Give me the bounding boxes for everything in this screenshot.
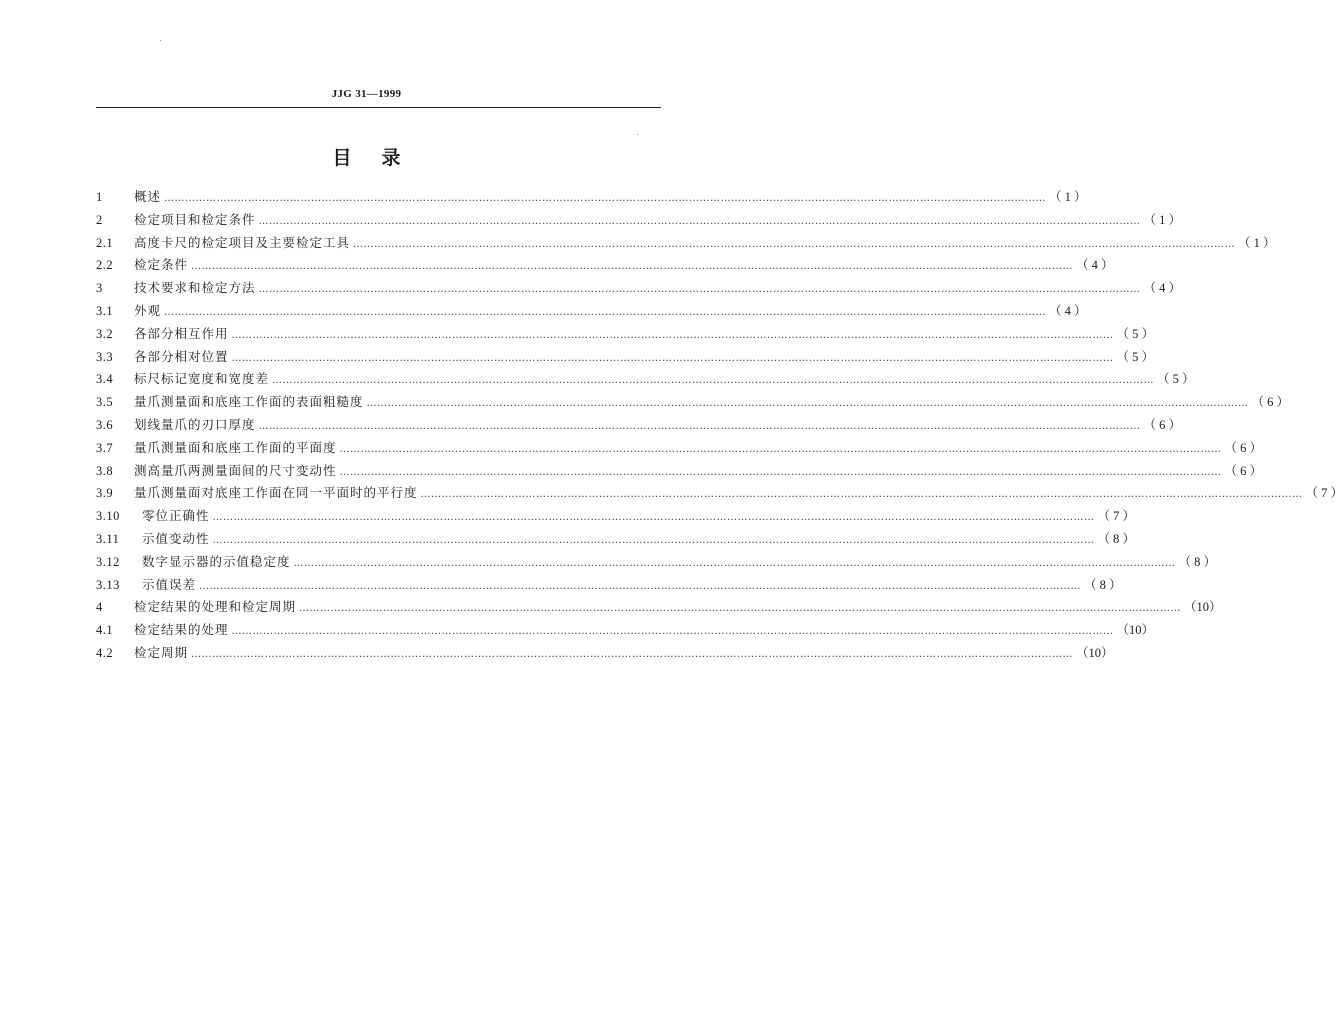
toc-entry (96, 346, 1155, 369)
toc-entry-number: 1 (96, 190, 103, 204)
toc-entry-number: 3.7 (96, 440, 114, 455)
toc-entry-label: 量爪测量面对底座工作面在同一平面时的平行度 (134, 485, 418, 501)
toc-entry-page: （ 5 ） (1116, 349, 1155, 364)
toc-leader-dots (272, 370, 1154, 393)
toc-entry (96, 300, 1087, 323)
toc-entry (96, 574, 1122, 597)
toc-entry-number: 3.11 (96, 531, 120, 546)
toc-leader-dots (213, 507, 1095, 530)
toc-entry-label: 检定周期 (134, 644, 189, 660)
toc-leader-dots (340, 439, 1222, 462)
toc-entry (96, 209, 1182, 232)
toc-entry (96, 391, 1290, 414)
toc-leader-dots (259, 279, 1141, 302)
toc-entry-label: 外观 (134, 302, 162, 318)
toc-leader-dots (259, 211, 1141, 234)
toc-leader-dots (421, 484, 1303, 507)
toc-entry-label: 高度卡尺的检定项目及主要检定工具 (134, 234, 351, 250)
toc-entry (96, 414, 1182, 437)
toc-leader-dots (232, 348, 1114, 371)
toc-entry-page: （ 4 ） (1076, 258, 1114, 273)
toc-entry (96, 596, 1222, 619)
toc-entry (96, 186, 1087, 209)
toc-leader-dots (232, 621, 1114, 644)
standard-code: JJG 31—1999 (331, 88, 402, 100)
toc-entry-page: （ 1 ） (1143, 212, 1182, 227)
page-title: 目录 (332, 147, 431, 169)
toc-entry (96, 368, 1195, 391)
toc-entry (96, 642, 1114, 665)
toc-entry-label: 概述 (134, 189, 162, 204)
toc-entry-label: 数字显示器的示值稳定度 (142, 553, 291, 569)
toc-entry-number: 2 (96, 212, 103, 227)
toc-entry-number: 3.1 (96, 303, 114, 318)
toc-leader-dots (191, 256, 1073, 279)
toc-leader-dots (259, 416, 1141, 439)
toc-leader-dots (294, 553, 1176, 576)
toc-leader-dots (340, 462, 1222, 485)
toc-entry-label: 技术要求和检定方法 (134, 280, 256, 296)
toc-entry-number: 3.13 (96, 577, 120, 592)
toc-entry-page: （ 7 ） (1097, 509, 1136, 524)
toc-entry-number: 3.6 (96, 417, 114, 432)
toc-entry (96, 232, 1276, 255)
toc-entry-label: 检定结果的处理和检定周期 (134, 599, 297, 615)
toc-entry-page: （ 1 ） (1049, 190, 1087, 204)
toc-entry-page: （ 4 ） (1143, 281, 1182, 296)
toc-entry-label: 示值变动性 (142, 530, 210, 546)
toc-entry-label: 检定条件 (134, 257, 189, 273)
toc-entry-page: （ 6 ） (1224, 463, 1263, 478)
toc-entry (96, 277, 1182, 300)
scan-speck (160, 40, 161, 41)
toc-entry (96, 437, 1263, 460)
toc-entry-page: （ 7 ） (1305, 486, 1343, 501)
toc-entry-number: 4.1 (96, 623, 114, 638)
header-rule (96, 107, 661, 108)
toc-entry (96, 528, 1136, 551)
toc-leader-dots (213, 530, 1095, 553)
toc-entry-number: 3.5 (96, 395, 114, 410)
toc-entry-number: 2.1 (96, 235, 114, 250)
toc-entry (96, 505, 1136, 528)
toc-leader-dots (164, 302, 1046, 325)
toc-entry-page: （ 8 ） (1178, 554, 1217, 569)
toc-entry-label: 测高量爪两测量面间的尺寸变动性 (134, 462, 337, 478)
toc-entry-number: 3.8 (96, 463, 114, 478)
toc-entry-page: （10） (1184, 600, 1222, 615)
toc-entry-label: 检定结果的处理 (134, 622, 229, 638)
toc-leader-dots (191, 644, 1073, 667)
toc-entry-number: 3.9 (96, 486, 114, 501)
toc-entry-label: 量爪测量面和底座工作面的平面度 (134, 439, 337, 455)
toc-entry-page: （ 5 ） (1157, 372, 1195, 387)
toc-entry-number: 4 (96, 600, 103, 615)
toc-entry (96, 323, 1155, 346)
toc-entry-page: （ 8 ） (1097, 531, 1136, 546)
toc-leader-dots (164, 188, 1046, 211)
toc-entry-label: 划线量爪的刃口厚度 (134, 416, 256, 432)
toc-entry-label: 零位正确性 (142, 508, 210, 524)
scan-speck (637, 134, 638, 135)
toc-entry-label: 检定项目和检定条件 (134, 211, 256, 227)
toc-entry-page: （10） (1116, 623, 1155, 638)
toc-entry-number: 4.2 (96, 645, 114, 660)
toc-entry-label: 标尺标记宽度和宽度差 (134, 371, 270, 387)
toc-entry-page: （ 4 ） (1049, 303, 1087, 318)
toc-leader-dots (232, 325, 1114, 348)
toc-entry-number: 3 (96, 281, 103, 296)
toc-entry-number: 2.2 (96, 258, 114, 273)
toc-leader-dots (353, 234, 1235, 257)
toc-entry-page: （ 1 ） (1238, 235, 1276, 250)
toc-entry (96, 619, 1155, 642)
toc-entry-label: 示值误差 (142, 576, 197, 592)
toc-entry-number: 3.12 (96, 554, 120, 569)
toc-entry (96, 482, 1343, 505)
toc-entry-page: （ 6 ） (1224, 440, 1263, 455)
toc-entry-page: （ 5 ） (1116, 326, 1155, 341)
toc-leader-dots (367, 393, 1249, 416)
toc-leader-dots (299, 598, 1181, 621)
toc-entry-label: 量爪测量面和底座工作面的表面粗糙度 (134, 394, 364, 410)
toc-entry-number: 3.10 (96, 509, 120, 524)
toc-entry-label: 各部分相互作用 (134, 325, 229, 341)
toc-entry (96, 460, 1263, 483)
toc-entry-number: 3.3 (96, 349, 114, 364)
toc-entry-number: 3.4 (96, 372, 114, 387)
toc-entry-number: 3.2 (96, 326, 114, 341)
toc-entry-page: （ 6 ） (1251, 395, 1290, 410)
table-of-contents (96, 186, 1343, 665)
toc-entry-page: （10） (1076, 645, 1114, 660)
toc-leader-dots (199, 576, 1081, 599)
toc-entry-page: （ 6 ） (1143, 417, 1182, 432)
toc-entry-page: （ 8 ） (1084, 577, 1122, 592)
toc-entry (96, 254, 1114, 277)
toc-entry (96, 551, 1217, 574)
toc-entry-label: 各部分相对位置 (134, 348, 229, 364)
